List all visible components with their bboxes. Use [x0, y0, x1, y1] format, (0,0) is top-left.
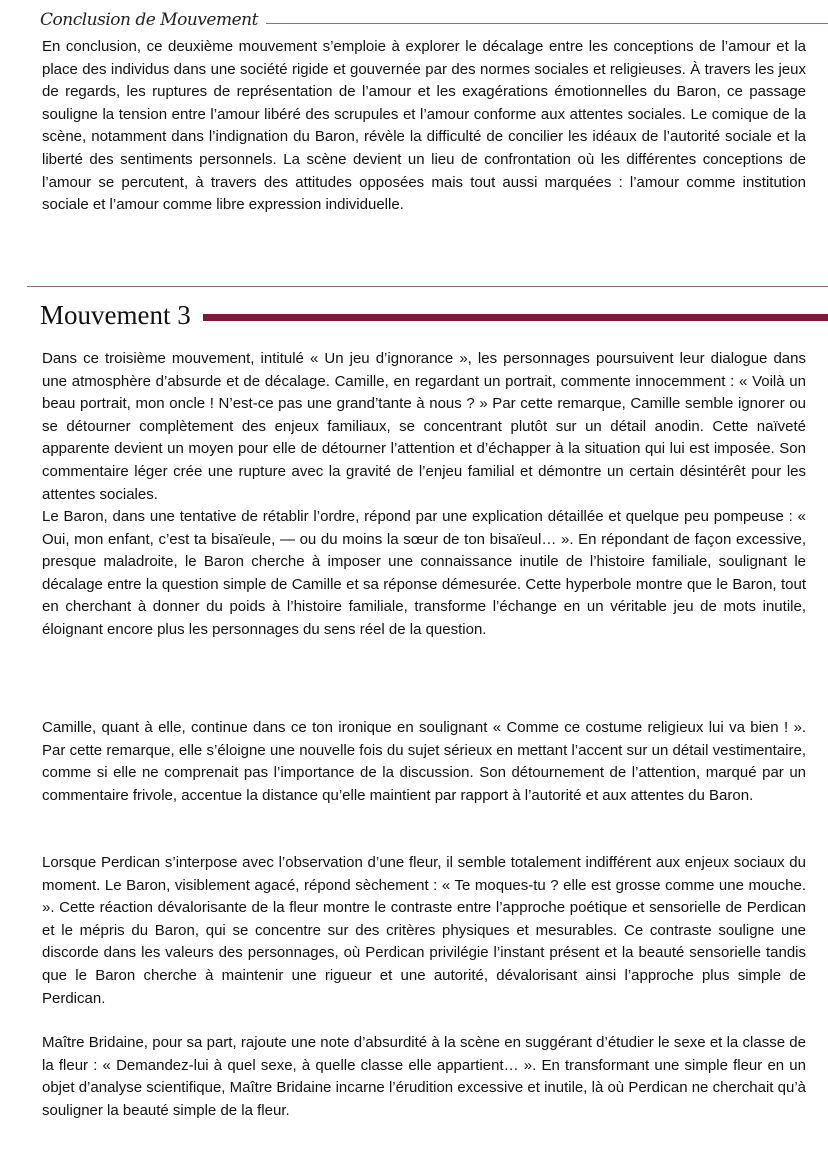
conclusion-title: Conclusion de Mouvement	[40, 10, 258, 30]
paragraph-3: Camille, quant à elle, continue dans ce ton ironique en soulignant « Comme ce costume religieux lui va bien ! ». Par cette remarque, elle s’éloigne une nouvelle fois du sujet sérieux en mettant l’accent sur un détail vestimentaire, comme si elle ne comprenait pas l’importance de la discussion. Son détournement de l’attention, marqué par un commentaire frivole, accentue la distance qu’elle maintient par rapport à l’autorité et aux attentes du Baron.	[42, 719, 806, 804]
section-divider	[27, 286, 828, 287]
heading-rule	[203, 314, 828, 321]
conclusion-paragraph: En conclusion, ce deuxième mouvement s’emploie à explorer le décalage entre les conceptions de l’amour et la place des individus dans une société rigide et gouvernée par des normes sociales et religieuses. À travers les jeux de regards, les ruptures de représentation de l’amour et les exagérations émotionnelles du Baron, ce passage souligne la tension entre l’amour libéré des scrupules et l’amour conforme aux attentes sociales. Le comique de la scène, notamment dans l’indignation du Baron, révèle la difficulté de concilier les idéaux de l’autorité sociale et la liberté des sentiments personnels. La scène devient un lieu de confrontation où les différentes conceptions de l’amour se percutent, à travers des attitudes opposées mais tout aussi marquées : l’amour comme institution sociale et l’amour comme libre expression individuelle.	[42, 38, 806, 214]
paragraph-1: Dans ce troisième mouvement, intitulé « Un jeu d’ignorance », les personnages poursuivent leur dialogue dans une atmosphère d’absurde et de décalage. Camille, en regardant un portrait, commente innocemment : « Voilà un beau portrait, mon oncle ! N’est-ce pas une grand’tante à nous ? » Par cette remarque, Camille semble ignorer ou se détourner complètement des enjeux familiaux, se concentrant plutôt sur un détail anodin. Cette naïveté apparente devient un moyen pour elle de détourner l’attention et d’échapper à la situation qui lui est imposée. Son commentaire léger crée une rupture avec la gravité de l’enjeu familial et démontre un certain désintérêt pour les attentes sociales.	[42, 350, 806, 503]
paragraph-4: Lorsque Perdican s’interpose avec l’observation d’une fleur, il semble totalement indifférent aux enjeux sociaux du moment. Le Baron, visiblement agacé, répond sèchement : « Te moques-tu ? elle est grosse comme une mouche. ». Cette réaction dévalorisante de la fleur montre le contraste entre l’approche poétique et sensorielle de Perdican et le mépris du Baron, qui se concentre sur des critères physiques et mesurables. Ce contraste souligne une discorde dans les valeurs des personnages, où Perdican privilégie l’instant présent et la beauté sensorielle tandis que le Baron cherche à maintenir une rigueur et une autorité, dévalorisant ainsi l’approche plus simple de Perdican.	[42, 854, 806, 1007]
paragraph-2: Le Baron, dans une tentative de rétablir l’ordre, répond par une explication détaillée et quelque peu pompeuse : « Oui, mon enfant, c’est ta bisaïeule, — ou du moins la sœur de ton bisaïeul… ». En répondant de façon excessive, presque maladroite, le Baron cherche à imposer une connaissance inutile de l’histoire familiale, soulignant le décalage entre la question simple de Camille et sa réponse démesurée. Cette hyperbole montre que le Baron, tout en cherchant à donner du poids à l’histoire familiale, transforme l’échange en un véritable jeu de mots inutile, éloignant encore plus les personnages du sens réel de la question.	[42, 508, 806, 638]
title-rule	[266, 23, 828, 24]
paragraph-5: Maître Bridaine, pour sa part, rajoute une note d’absurdité à la scène en suggérant d’étudier le sexe et la classe de la fleur : « Demandez-lui à quel sexe, à quelle classe elle appartient… ». En transformant une simple fleur en un objet d’analyse scientifique, Maître Bridaine incarne l’érudition excessive et inutile, là où Perdican ne cherchait qu’à souligner la beauté simple de la fleur.	[42, 1034, 806, 1119]
conclusion-header	[40, 10, 828, 30]
mouvement3-header	[40, 300, 828, 331]
mouvement3-title: Mouvement 3	[40, 300, 191, 330]
